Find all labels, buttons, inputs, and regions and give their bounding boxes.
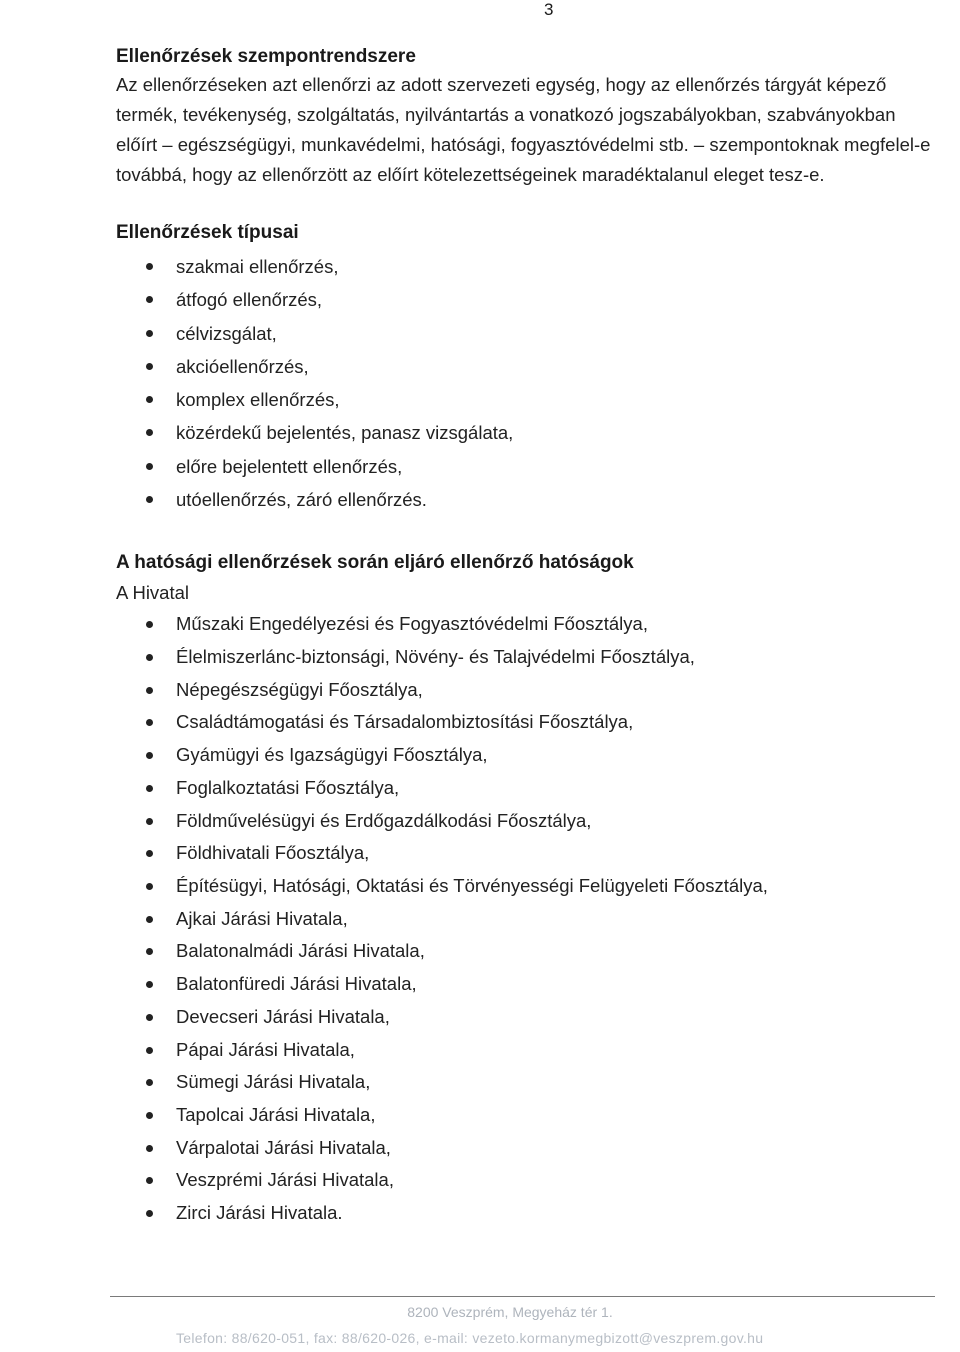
- list-item: [116, 317, 938, 350]
- bullet-icon: [146, 1079, 153, 1086]
- list-item: [116, 1132, 938, 1165]
- section-criteria: [116, 44, 938, 190]
- list-item-text: Földhivatali Főosztálya,: [176, 842, 370, 864]
- list-item: [116, 641, 938, 674]
- section-inspection-types: [116, 220, 938, 516]
- bullet-icon: [146, 1047, 153, 1054]
- list-item-text: Veszprémi Járási Hivatala,: [176, 1169, 394, 1191]
- list-item-text: Építésügyi, Hatósági, Oktatási és Törvényességi Felügyeleti Főosztálya,: [176, 875, 768, 896]
- list-item: [116, 706, 938, 739]
- list-item-text: Családtámogatási és Társadalombiztosítási Főosztálya,: [176, 711, 634, 733]
- footer-address: 8200 Veszprém, Megyeház tér 1.: [407, 1304, 613, 1320]
- list-item-text: Pápai Járási Hivatala,: [176, 1038, 355, 1060]
- list-item: [116, 1001, 938, 1034]
- list-item-text: Műszaki Engedélyezési és Fogyasztóvédelmi Főosztálya,: [176, 613, 648, 635]
- list-item-text: Devecseri Járási Hivatala,: [176, 1005, 390, 1027]
- list-item-text: Foglalkoztatási Főosztálya,: [176, 776, 400, 798]
- authorities-list: [116, 608, 938, 1229]
- list-item: [116, 250, 938, 283]
- list-item-text: Balatonalmádi Járási Hivatala,: [176, 940, 425, 962]
- bullet-icon: [146, 1177, 153, 1184]
- bullet-icon: [146, 1210, 153, 1217]
- list-item: [116, 1066, 938, 1099]
- bullet-icon: [146, 981, 153, 988]
- criteria-paragraph: Az ellenőrzéseken azt ellenőrzi az adott szervezeti egység, hogy az ellenőrzés tárgyát képező termék, tevékenység, szolgáltatás, nyilvántartás a vonatkozó jogszabályokban, szabványokban előírt – egészségügyi, munkavédelmi, hatósági, fogyasztóvédelmi stb. – szempontoknak megfelel-e továbbá, hogy az ellenőrzött az előírt kötelezettségeinek maradéktalanul eleget tesz-e.: [116, 74, 931, 185]
- list-item-text: komplex ellenőrzés,: [176, 389, 340, 411]
- authorities-subheading: A Hivatal: [116, 582, 190, 604]
- list-item: [116, 870, 938, 903]
- bullet-icon: [146, 719, 153, 726]
- list-item-text: Élelmiszerlánc-biztonsági, Növény- és Talajvédelmi Főosztálya,: [176, 646, 695, 668]
- list-item-text: Tapolcai Járási Hivatala,: [176, 1103, 376, 1125]
- list-item-text: előre bejelentett ellenőrzés,: [176, 455, 403, 477]
- list-item: [116, 772, 938, 805]
- footer-contact: Telefon: 88/620-051, fax: 88/620-026, e-mail: vezeto.kormanymegbizott@veszprem.gov.hu: [176, 1330, 764, 1346]
- bullet-icon: [146, 948, 153, 955]
- list-item-text: Sümegi Járási Hivatala,: [176, 1071, 371, 1093]
- list-item: [116, 968, 938, 1001]
- list-item-text: átfogó ellenőrzés,: [176, 289, 323, 311]
- bullet-icon: [146, 687, 153, 694]
- list-item-text: Zirci Járási Hivatala.: [176, 1202, 343, 1224]
- list-item-text: Népegészségügyi Főosztálya,: [176, 678, 423, 700]
- bullet-icon: [146, 1014, 153, 1021]
- list-item: [116, 483, 938, 516]
- bullet-icon: [146, 363, 153, 370]
- bullet-icon: [146, 785, 153, 792]
- list-item: [116, 416, 938, 449]
- list-item: [116, 674, 938, 707]
- bullet-icon: [146, 496, 153, 503]
- list-item-text: célvizsgálat,: [176, 322, 277, 344]
- bullet-icon: [146, 818, 153, 825]
- bullet-icon: [146, 916, 153, 923]
- list-item-text: akcióellenőrzés,: [176, 355, 309, 377]
- bullet-icon: [146, 752, 153, 759]
- list-item-text: közérdekű bejelentés, panasz vizsgálata,: [176, 422, 514, 444]
- bullet-icon: [146, 396, 153, 403]
- list-item: [116, 903, 938, 936]
- list-item: [116, 739, 938, 772]
- bullet-icon: [146, 330, 153, 337]
- list-item: [116, 1164, 938, 1197]
- list-item: [116, 383, 938, 416]
- bullet-icon: [146, 463, 153, 470]
- list-item: [116, 935, 938, 968]
- list-item: [116, 1034, 938, 1067]
- list-item-text: utóellenőrzés, záró ellenőrzés.: [176, 489, 427, 511]
- list-item-text: Balatonfüredi Járási Hivatala,: [176, 973, 417, 995]
- list-item: [116, 450, 938, 483]
- bullet-icon: [146, 621, 153, 628]
- list-item: [116, 350, 938, 383]
- bullet-icon: [146, 1145, 153, 1152]
- list-item: [116, 837, 938, 870]
- list-item: [116, 1197, 938, 1230]
- footer-divider: [110, 1296, 935, 1297]
- inspection-types-list: [116, 250, 938, 516]
- list-item-text: Ajkai Járási Hivatala,: [176, 907, 348, 929]
- list-item-text: szakmai ellenőrzés,: [176, 256, 339, 277]
- section-heading-criteria: Ellenőrzések szempontrendszere: [116, 46, 416, 67]
- bullet-icon: [146, 1112, 153, 1119]
- section-heading-inspection-types: Ellenőrzések típusai: [116, 222, 299, 243]
- list-item: [116, 608, 938, 641]
- bullet-icon: [146, 263, 153, 270]
- list-item: [116, 1099, 938, 1132]
- bullet-icon: [146, 654, 153, 661]
- bullet-icon: [146, 429, 153, 436]
- bullet-icon: [146, 883, 153, 890]
- page-number: 3: [544, 0, 554, 19]
- bullet-icon: [146, 850, 153, 857]
- list-item-text: Várpalotai Járási Hivatala,: [176, 1136, 391, 1158]
- section-authorities: [116, 548, 938, 1229]
- bullet-icon: [146, 296, 153, 303]
- document-body: [116, 44, 938, 1230]
- list-item-text: Földművelésügyi és Erdőgazdálkodási Főosztálya,: [176, 809, 592, 831]
- section-heading-authorities: A hatósági ellenőrzések során eljáró ellenőrző hatóságok: [116, 552, 634, 574]
- list-item: [116, 805, 938, 838]
- list-item: [116, 283, 938, 316]
- list-item-text: Gyámügyi és Igazságügyi Főosztálya,: [176, 744, 488, 766]
